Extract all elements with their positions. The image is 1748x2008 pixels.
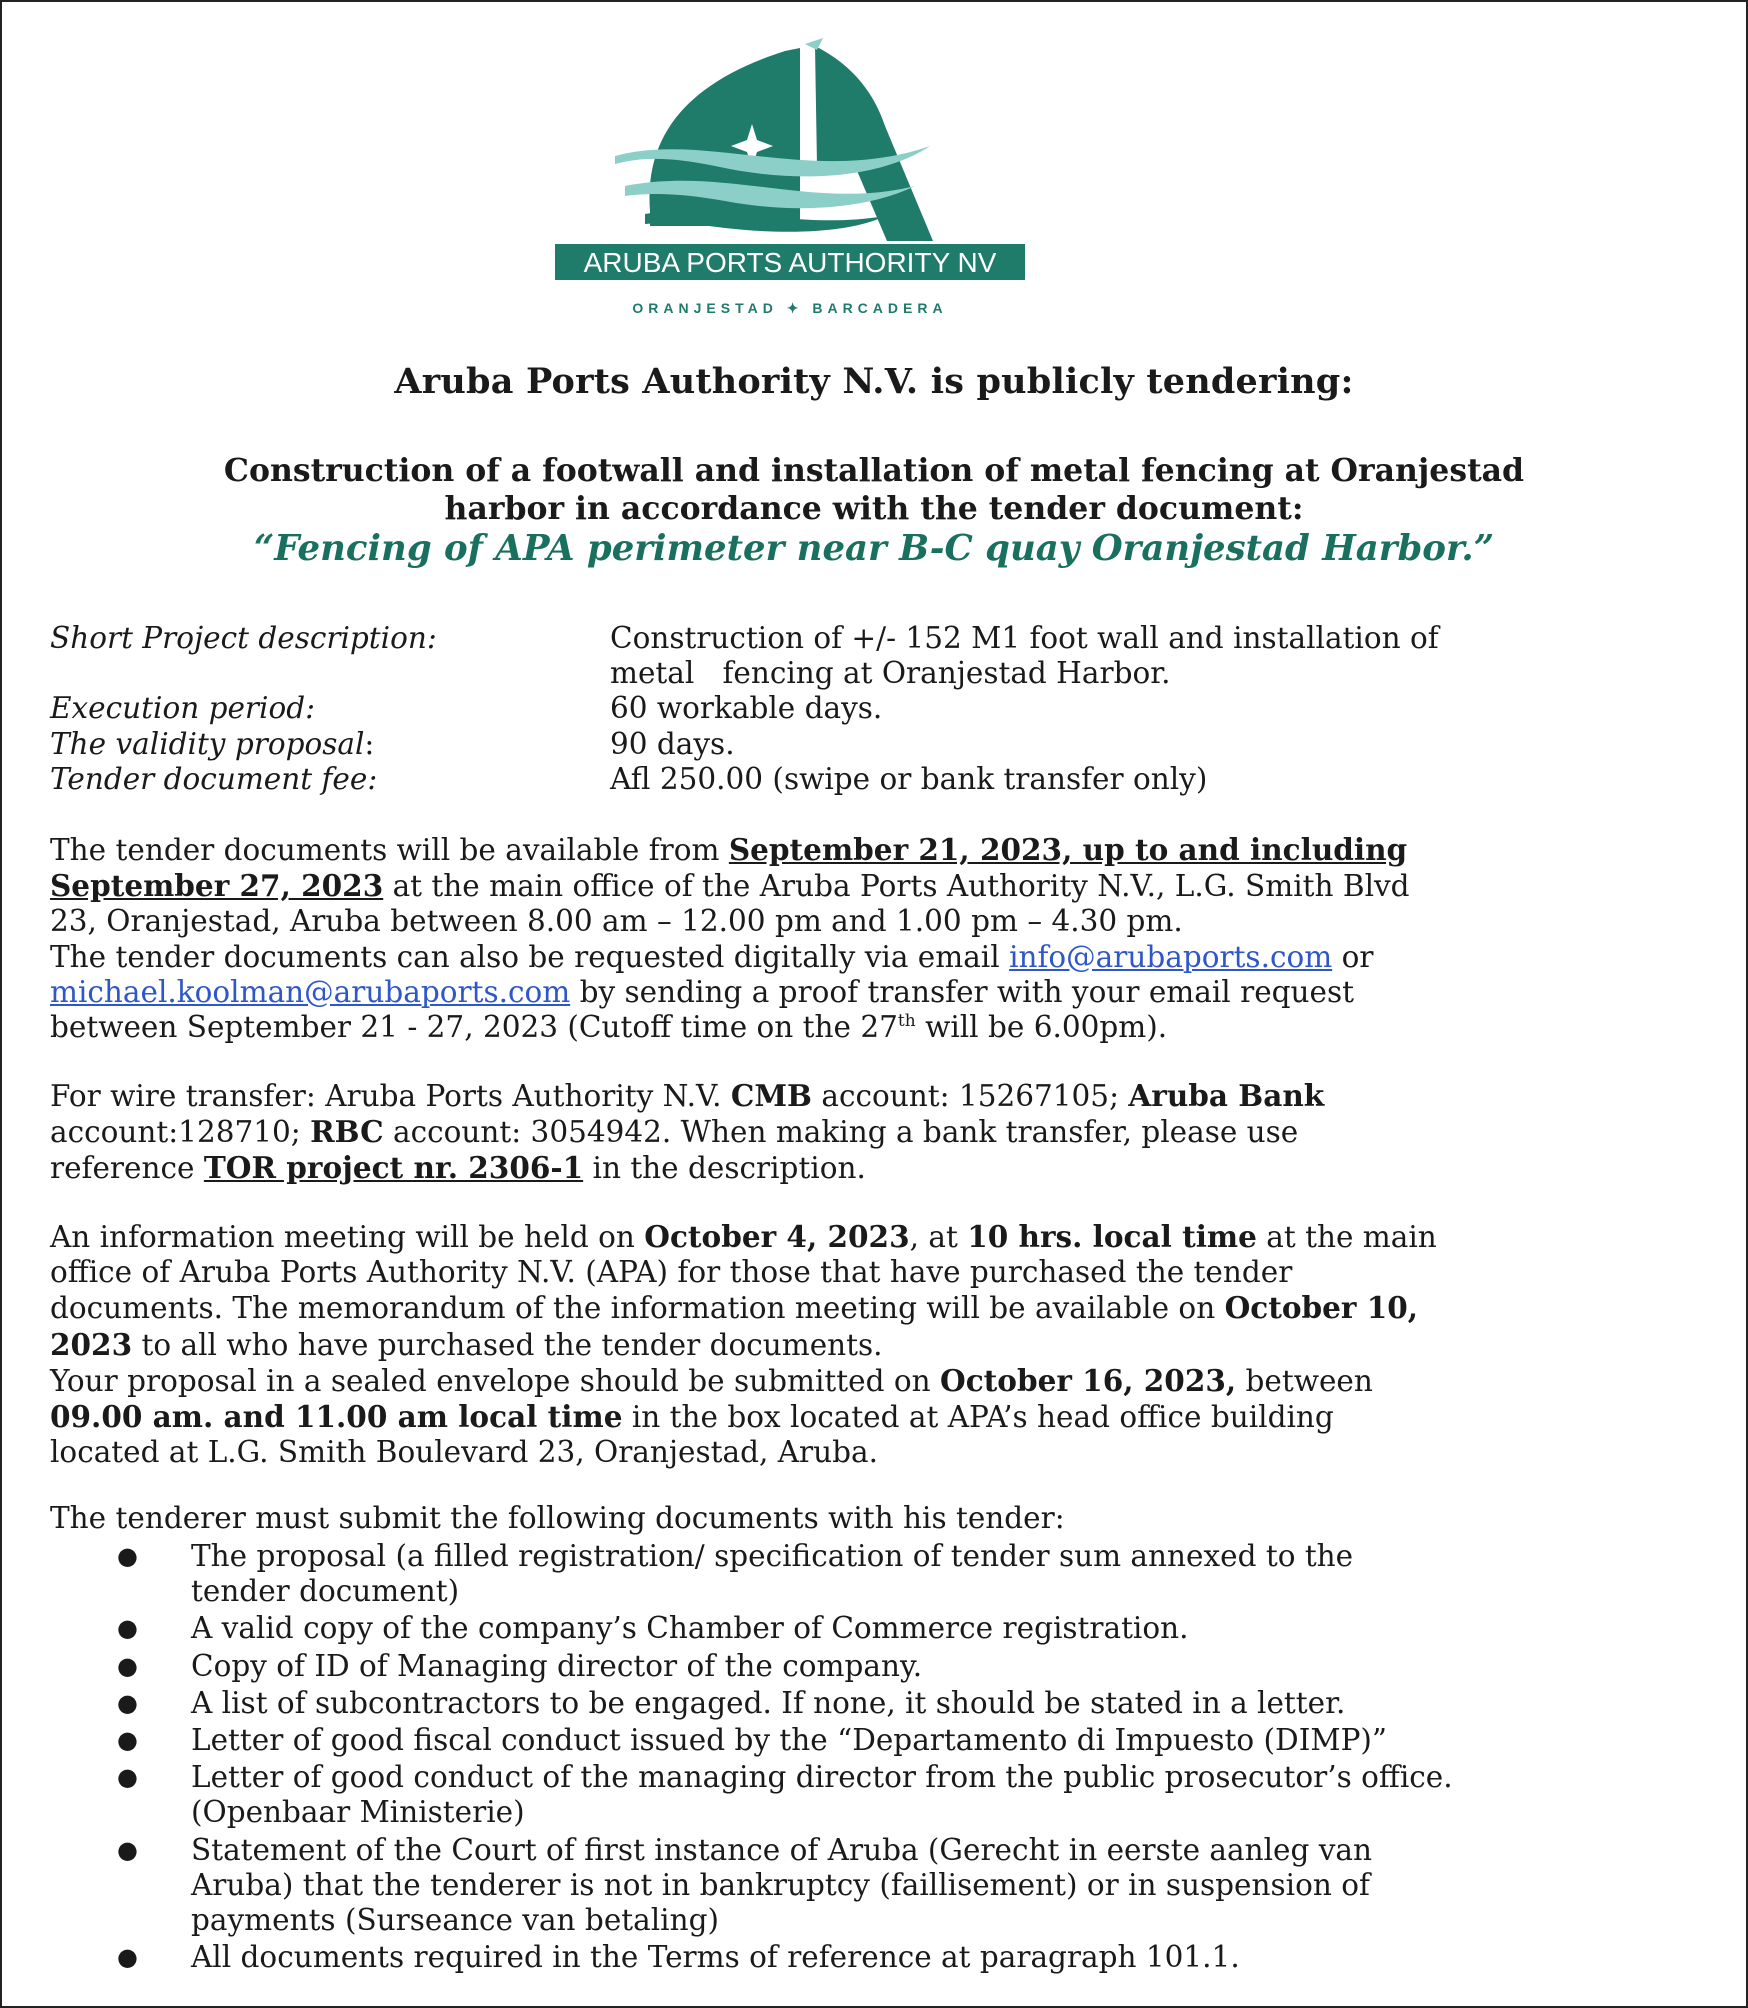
detail-value: Afl 250.00 (swipe or bank transfer only) xyxy=(610,761,1208,796)
bullet-icon: ● xyxy=(117,1763,138,1792)
item-text: (Openbaar Ministerie) xyxy=(191,1795,525,1830)
text: in the description. xyxy=(583,1151,866,1186)
detail-value: 90 days. xyxy=(610,726,735,761)
text: office of Aruba Ports Authority N.V. (APA) for those that have purchased the tender xyxy=(50,1255,1293,1290)
text: in the box located at APA’s head office building xyxy=(622,1400,1334,1435)
transfer-reference: TOR project nr. 2306-1 xyxy=(203,1150,584,1186)
text: The tender documents can also be requested digitally via email xyxy=(50,939,1010,974)
meeting-time: 10 hrs. local time xyxy=(967,1219,1257,1254)
detail-value-line-1: Construction of +/- 152 M1 foot wall and installation of xyxy=(610,621,1439,655)
text: The tender documents will be available from xyxy=(50,833,729,867)
requirements-intro: The tenderer must submit the following documents with his tender: xyxy=(50,1501,1065,1535)
list-item xyxy=(50,1649,1710,1684)
item-text: Letter of good fiscal conduct issued by the “Departamento di Impuesto (DIMP)” xyxy=(191,1723,1388,1758)
text: or xyxy=(1332,939,1374,974)
text: documents. The memorandum of the information meeting will be available on xyxy=(50,1291,1225,1326)
required-documents-list xyxy=(50,1539,1710,1975)
tender-subject xyxy=(62,452,1686,570)
list-item xyxy=(50,1833,1710,1939)
detail-label: Execution period: xyxy=(50,691,316,726)
bullet-icon: ● xyxy=(117,1614,138,1643)
office-hours: 23, Oranjestad, Aruba between 8.00 am – 12.00 pm and 1.00 pm – 4.30 pm. xyxy=(50,904,1183,939)
text: account:128710; xyxy=(50,1115,311,1150)
email-link-info[interactable]: info@arubaports.com xyxy=(1009,939,1333,974)
item-text: Letter of good conduct of the managing director from the public prosecutor’s office. xyxy=(191,1760,1453,1795)
submission-date: October 16, 2023, xyxy=(940,1362,1237,1398)
bank-rbc: RBC xyxy=(310,1114,384,1150)
item-text: A list of subcontractors to be engaged. If none, it should be stated in a letter. xyxy=(191,1685,1346,1720)
bullet-icon: ● xyxy=(117,1726,138,1755)
item-text: All documents required in the Terms of reference at paragraph 101.1. xyxy=(191,1940,1240,1975)
list-item xyxy=(50,1940,1710,1975)
bullet-icon: ● xyxy=(117,1542,138,1570)
list-item xyxy=(50,1686,1710,1721)
detail-value xyxy=(610,621,1710,691)
tender-document-title: “Fencing of APA perimeter near B-C quay Oranjestad Harbor.” xyxy=(253,528,1495,569)
submission-time: 09.00 am. and 11.00 am local time xyxy=(50,1399,623,1435)
email-link-koolman[interactable]: michael.koolman@arubaports.com xyxy=(50,974,571,1009)
text: account: 15267105; xyxy=(811,1079,1129,1113)
item-text: tender document) xyxy=(191,1574,460,1609)
detail-value: 60 workable days. xyxy=(610,691,883,726)
aruba-ports-authority-logo xyxy=(555,36,1139,328)
list-item xyxy=(50,1539,1710,1609)
item-text: Aruba) that the tenderer is not in bankruptcy (faillisement) or in suspension of xyxy=(191,1867,1370,1902)
page-title: Aruba Ports Authority N.V. is publicly tendering: xyxy=(394,361,1354,402)
detail-row-fee xyxy=(50,762,1710,797)
text: between September 21 - 27, 2023 (Cutoff time on the 27 xyxy=(50,1010,898,1045)
logo-org-name: ARUBA PORTS AUTHORITY NV xyxy=(583,247,997,278)
text: Your proposal in a sealed envelope should be submitted on xyxy=(50,1363,940,1398)
bullet-icon: ● xyxy=(117,1688,138,1717)
detail-label: Tender document fee: xyxy=(50,761,378,796)
project-details xyxy=(50,621,1710,797)
text: by sending a proof transfer with your email request xyxy=(570,974,1354,1009)
list-item xyxy=(50,1760,1710,1830)
text: will be 6.00pm). xyxy=(915,1010,1168,1045)
superscript: th xyxy=(897,1011,916,1032)
detail-row-validity xyxy=(50,727,1710,762)
submission-location: located at L.G. Smith Boulevard 23, Oranjestad, Aruba. xyxy=(50,1435,878,1470)
text: at the main office of the Aruba Ports Authority N.V., L.G. Smith Blvd xyxy=(383,869,1410,904)
bullet-icon: ● xyxy=(117,1835,138,1864)
text: between xyxy=(1236,1363,1373,1398)
sail-tip-shape xyxy=(805,38,823,50)
memorandum-year: 2023 xyxy=(50,1326,133,1362)
wire-transfer-paragraph xyxy=(50,1078,1710,1187)
detail-label xyxy=(50,727,610,762)
text: to all who have purchased the tender documents. xyxy=(132,1327,883,1362)
item-text: Statement of the Court of first instance of Aruba (Gerecht in eerste aanleg van xyxy=(191,1832,1373,1867)
item-text: A valid copy of the company’s Chamber of Commerce registration. xyxy=(191,1611,1189,1646)
list-item xyxy=(50,1723,1710,1758)
text: For wire transfer: Aruba Ports Authority N.V. xyxy=(50,1079,731,1113)
detail-label-colon: : xyxy=(364,726,375,761)
text: reference xyxy=(50,1151,204,1186)
bullet-icon: ● xyxy=(117,1943,138,1972)
bank-cmb: CMB xyxy=(730,1078,812,1113)
detail-label-text: The validity proposal xyxy=(50,726,365,761)
subject-line-2: harbor in accordance with the tender document: xyxy=(444,490,1304,527)
item-text: payments (Surseance van betaling) xyxy=(191,1903,719,1938)
text: , at xyxy=(909,1220,968,1254)
detail-value-line-2: metal fencing at Oranjestad Harbor. xyxy=(610,656,1171,691)
availability-paragraph xyxy=(50,832,1710,1045)
sail-right-shape xyxy=(815,46,933,241)
memorandum-date: October 10, xyxy=(1224,1290,1419,1326)
bank-aruba-bank: Aruba Bank xyxy=(1128,1078,1325,1113)
detail-row-execution xyxy=(50,691,1710,726)
detail-row-description xyxy=(50,621,1710,691)
availability-dates: September 21, 2023, up to and including xyxy=(728,832,1408,867)
text: at the main xyxy=(1256,1220,1437,1254)
item-text: The proposal (a filled registration/ specification of tender sum annexed to the xyxy=(191,1539,1354,1573)
logo-tagline: ORANJESTAD ✦ BARCADERA xyxy=(632,300,948,316)
detail-label: Short Project description: xyxy=(50,621,437,655)
bullet-icon: ● xyxy=(117,1651,138,1680)
text: An information meeting will be held on xyxy=(50,1220,645,1254)
item-text: Copy of ID of Managing director of the company. xyxy=(191,1648,923,1683)
meeting-date: October 4, 2023 xyxy=(644,1219,910,1254)
text: account: 3054942. When making a bank transfer, please use xyxy=(383,1115,1299,1150)
list-item xyxy=(50,1611,1710,1646)
subject-line-1: Construction of a footwall and installation of metal fencing at Oranjestad xyxy=(223,452,1525,489)
availability-end-date: September 27, 2023 xyxy=(50,868,384,904)
meeting-paragraph xyxy=(50,1219,1710,1470)
